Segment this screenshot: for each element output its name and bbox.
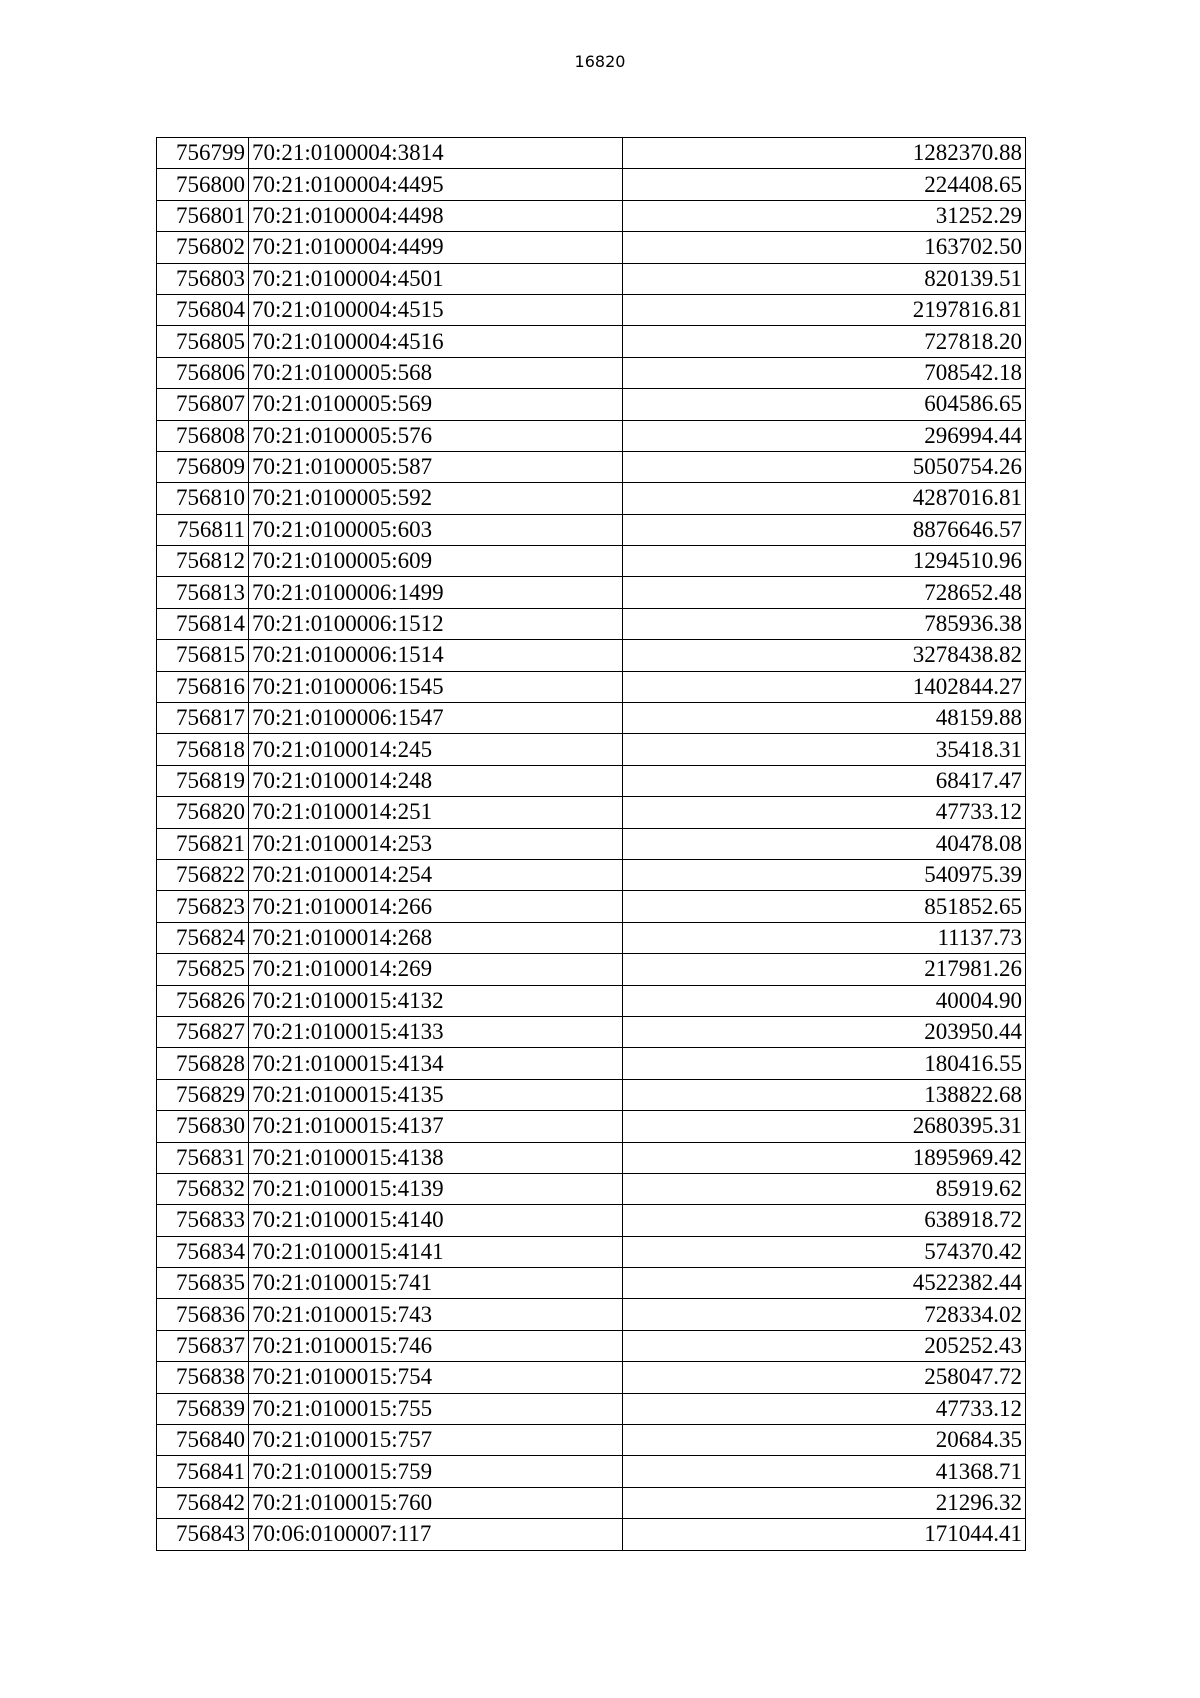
cadastral-value: 296994.44 — [623, 420, 1026, 451]
row-number: 756814 — [157, 608, 249, 639]
table-row — [157, 232, 1026, 263]
cadastral-number: 70:21:0100005:587 — [249, 451, 623, 482]
table-row — [157, 859, 1026, 890]
cadastral-value: 203950.44 — [623, 1016, 1026, 1047]
table-row — [157, 922, 1026, 953]
cadastral-number: 70:21:0100014:266 — [249, 891, 623, 922]
row-number: 756823 — [157, 891, 249, 922]
cadastral-number: 70:21:0100006:1512 — [249, 608, 623, 639]
table-row — [157, 1330, 1026, 1361]
row-number: 756827 — [157, 1016, 249, 1047]
row-number: 756820 — [157, 797, 249, 828]
table-row — [157, 1173, 1026, 1204]
cadastral-value: 21296.32 — [623, 1487, 1026, 1518]
row-number: 756816 — [157, 671, 249, 702]
table-row — [157, 1111, 1026, 1142]
cadastral-number: 70:21:0100014:253 — [249, 828, 623, 859]
row-number: 756828 — [157, 1048, 249, 1079]
cadastral-value: 47733.12 — [623, 797, 1026, 828]
cadastral-number: 70:21:0100015:4133 — [249, 1016, 623, 1047]
table-row — [157, 703, 1026, 734]
table-body — [157, 138, 1026, 1551]
cadastral-value: 258047.72 — [623, 1362, 1026, 1393]
row-number: 756805 — [157, 326, 249, 357]
row-number: 756821 — [157, 828, 249, 859]
row-number: 756818 — [157, 734, 249, 765]
table-row — [157, 1425, 1026, 1456]
row-number: 756843 — [157, 1519, 249, 1550]
row-number: 756831 — [157, 1142, 249, 1173]
cadastral-value: 41368.71 — [623, 1456, 1026, 1487]
row-number: 756835 — [157, 1268, 249, 1299]
row-number: 756806 — [157, 357, 249, 388]
row-number: 756840 — [157, 1425, 249, 1456]
cadastral-number: 70:21:0100004:4495 — [249, 169, 623, 200]
cadastral-value: 785936.38 — [623, 608, 1026, 639]
cadastral-value: 40004.90 — [623, 985, 1026, 1016]
row-number: 756824 — [157, 922, 249, 953]
cadastral-number: 70:21:0100015:4139 — [249, 1173, 623, 1204]
row-number: 756815 — [157, 640, 249, 671]
row-number: 756803 — [157, 263, 249, 294]
row-number: 756829 — [157, 1079, 249, 1110]
table-row — [157, 420, 1026, 451]
cadastral-number: 70:21:0100015:755 — [249, 1393, 623, 1424]
cadastral-value: 11137.73 — [623, 922, 1026, 953]
row-number: 756813 — [157, 577, 249, 608]
cadastral-value: 5050754.26 — [623, 451, 1026, 482]
row-number: 756799 — [157, 138, 249, 169]
table-row — [157, 1016, 1026, 1047]
row-number: 756817 — [157, 703, 249, 734]
cadastral-number: 70:21:0100006:1514 — [249, 640, 623, 671]
table-row — [157, 671, 1026, 702]
cadastral-value: 47733.12 — [623, 1393, 1026, 1424]
row-number: 756809 — [157, 451, 249, 482]
row-number: 756802 — [157, 232, 249, 263]
cadastral-value: 2197816.81 — [623, 294, 1026, 325]
cadastral-value: 40478.08 — [623, 828, 1026, 859]
row-number: 756807 — [157, 389, 249, 420]
cadastral-value: 180416.55 — [623, 1048, 1026, 1079]
table-row — [157, 1393, 1026, 1424]
row-number: 756819 — [157, 765, 249, 796]
table-row — [157, 1142, 1026, 1173]
cadastral-number: 70:21:0100006:1545 — [249, 671, 623, 702]
table-row — [157, 546, 1026, 577]
cadastral-number: 70:21:0100015:4135 — [249, 1079, 623, 1110]
cadastral-number: 70:21:0100015:4141 — [249, 1236, 623, 1267]
cadastral-number: 70:21:0100015:743 — [249, 1299, 623, 1330]
cadastral-number: 70:21:0100006:1499 — [249, 577, 623, 608]
cadastral-number: 70:21:0100014:268 — [249, 922, 623, 953]
cadastral-value: 31252.29 — [623, 200, 1026, 231]
cadastral-number: 70:21:0100005:569 — [249, 389, 623, 420]
table-row — [157, 326, 1026, 357]
cadastral-value: 48159.88 — [623, 703, 1026, 734]
page-number: 16820 — [574, 52, 626, 71]
table-row — [157, 1048, 1026, 1079]
table-row — [157, 138, 1026, 169]
cadastral-number: 70:21:0100015:4140 — [249, 1205, 623, 1236]
table-row — [157, 765, 1026, 796]
cadastral-number: 70:21:0100014:251 — [249, 797, 623, 828]
cadastral-value-table — [156, 137, 1026, 1551]
cadastral-number: 70:21:0100004:4515 — [249, 294, 623, 325]
cadastral-number: 70:21:0100015:760 — [249, 1487, 623, 1518]
row-number: 756838 — [157, 1362, 249, 1393]
cadastral-value: 217981.26 — [623, 954, 1026, 985]
row-number: 756842 — [157, 1487, 249, 1518]
cadastral-number: 70:21:0100015:4134 — [249, 1048, 623, 1079]
cadastral-value: 4287016.81 — [623, 483, 1026, 514]
cadastral-value: 138822.68 — [623, 1079, 1026, 1110]
table-row — [157, 1456, 1026, 1487]
row-number: 756800 — [157, 169, 249, 200]
row-number: 756822 — [157, 859, 249, 890]
row-number: 756839 — [157, 1393, 249, 1424]
cadastral-number: 70:21:0100014:248 — [249, 765, 623, 796]
row-number: 756801 — [157, 200, 249, 231]
row-number: 756841 — [157, 1456, 249, 1487]
table-row — [157, 891, 1026, 922]
cadastral-value: 8876646.57 — [623, 514, 1026, 545]
cadastral-value: 224408.65 — [623, 169, 1026, 200]
cadastral-number: 70:21:0100005:568 — [249, 357, 623, 388]
cadastral-value: 574370.42 — [623, 1236, 1026, 1267]
cadastral-value: 2680395.31 — [623, 1111, 1026, 1142]
row-number: 756834 — [157, 1236, 249, 1267]
cadastral-number: 70:21:0100015:4138 — [249, 1142, 623, 1173]
cadastral-value: 820139.51 — [623, 263, 1026, 294]
cadastral-number: 70:21:0100015:754 — [249, 1362, 623, 1393]
table-row — [157, 1362, 1026, 1393]
table-row — [157, 985, 1026, 1016]
table-row — [157, 1519, 1026, 1550]
cadastral-value: 708542.18 — [623, 357, 1026, 388]
cadastral-value: 540975.39 — [623, 859, 1026, 890]
table-row — [157, 1079, 1026, 1110]
cadastral-number: 70:21:0100004:4516 — [249, 326, 623, 357]
cadastral-value: 728334.02 — [623, 1299, 1026, 1330]
table-row — [157, 640, 1026, 671]
cadastral-number: 70:21:0100004:4498 — [249, 200, 623, 231]
table-row — [157, 294, 1026, 325]
table-row — [157, 734, 1026, 765]
cadastral-number: 70:21:0100004:3814 — [249, 138, 623, 169]
cadastral-number: 70:21:0100004:4501 — [249, 263, 623, 294]
table-row — [157, 797, 1026, 828]
cadastral-number: 70:21:0100015:4132 — [249, 985, 623, 1016]
table-row — [157, 608, 1026, 639]
table-row — [157, 200, 1026, 231]
table-row — [157, 1236, 1026, 1267]
row-number: 756804 — [157, 294, 249, 325]
row-number: 756808 — [157, 420, 249, 451]
table-row — [157, 954, 1026, 985]
cadastral-number: 70:21:0100015:757 — [249, 1425, 623, 1456]
table-row — [157, 1299, 1026, 1330]
table-row — [157, 577, 1026, 608]
row-number: 756830 — [157, 1111, 249, 1142]
cadastral-number: 70:21:0100005:609 — [249, 546, 623, 577]
cadastral-value: 163702.50 — [623, 232, 1026, 263]
cadastral-value: 35418.31 — [623, 734, 1026, 765]
cadastral-value: 638918.72 — [623, 1205, 1026, 1236]
table-row — [157, 263, 1026, 294]
row-number: 756810 — [157, 483, 249, 514]
cadastral-number: 70:21:0100014:269 — [249, 954, 623, 985]
row-number: 756826 — [157, 985, 249, 1016]
row-number: 756825 — [157, 954, 249, 985]
cadastral-value: 1402844.27 — [623, 671, 1026, 702]
table-row — [157, 1268, 1026, 1299]
cadastral-number: 70:21:0100015:4137 — [249, 1111, 623, 1142]
cadastral-value: 851852.65 — [623, 891, 1026, 922]
cadastral-value: 728652.48 — [623, 577, 1026, 608]
cadastral-value: 171044.41 — [623, 1519, 1026, 1550]
cadastral-number: 70:21:0100005:576 — [249, 420, 623, 451]
cadastral-value: 1282370.88 — [623, 138, 1026, 169]
cadastral-number: 70:21:0100014:245 — [249, 734, 623, 765]
row-number: 756812 — [157, 546, 249, 577]
cadastral-value: 205252.43 — [623, 1330, 1026, 1361]
cadastral-number: 70:21:0100004:4499 — [249, 232, 623, 263]
table-row — [157, 1487, 1026, 1518]
cadastral-value: 1895969.42 — [623, 1142, 1026, 1173]
cadastral-number: 70:21:0100014:254 — [249, 859, 623, 890]
row-number: 756837 — [157, 1330, 249, 1361]
cadastral-number: 70:06:0100007:117 — [249, 1519, 623, 1550]
row-number: 756836 — [157, 1299, 249, 1330]
row-number: 756832 — [157, 1173, 249, 1204]
cadastral-number: 70:21:0100005:592 — [249, 483, 623, 514]
table-row — [157, 1205, 1026, 1236]
table-row — [157, 483, 1026, 514]
cadastral-value: 1294510.96 — [623, 546, 1026, 577]
cadastral-number: 70:21:0100005:603 — [249, 514, 623, 545]
row-number: 756833 — [157, 1205, 249, 1236]
table-row — [157, 828, 1026, 859]
cadastral-value: 85919.62 — [623, 1173, 1026, 1204]
cadastral-value: 68417.47 — [623, 765, 1026, 796]
table-row — [157, 357, 1026, 388]
cadastral-number: 70:21:0100015:741 — [249, 1268, 623, 1299]
table-row — [157, 169, 1026, 200]
cadastral-value: 20684.35 — [623, 1425, 1026, 1456]
cadastral-number: 70:21:0100015:759 — [249, 1456, 623, 1487]
cadastral-number: 70:21:0100006:1547 — [249, 703, 623, 734]
table-row — [157, 514, 1026, 545]
cadastral-number: 70:21:0100015:746 — [249, 1330, 623, 1361]
table-row — [157, 389, 1026, 420]
table-row — [157, 451, 1026, 482]
row-number: 756811 — [157, 514, 249, 545]
cadastral-value: 3278438.82 — [623, 640, 1026, 671]
cadastral-value: 727818.20 — [623, 326, 1026, 357]
cadastral-value: 4522382.44 — [623, 1268, 1026, 1299]
cadastral-value: 604586.65 — [623, 389, 1026, 420]
